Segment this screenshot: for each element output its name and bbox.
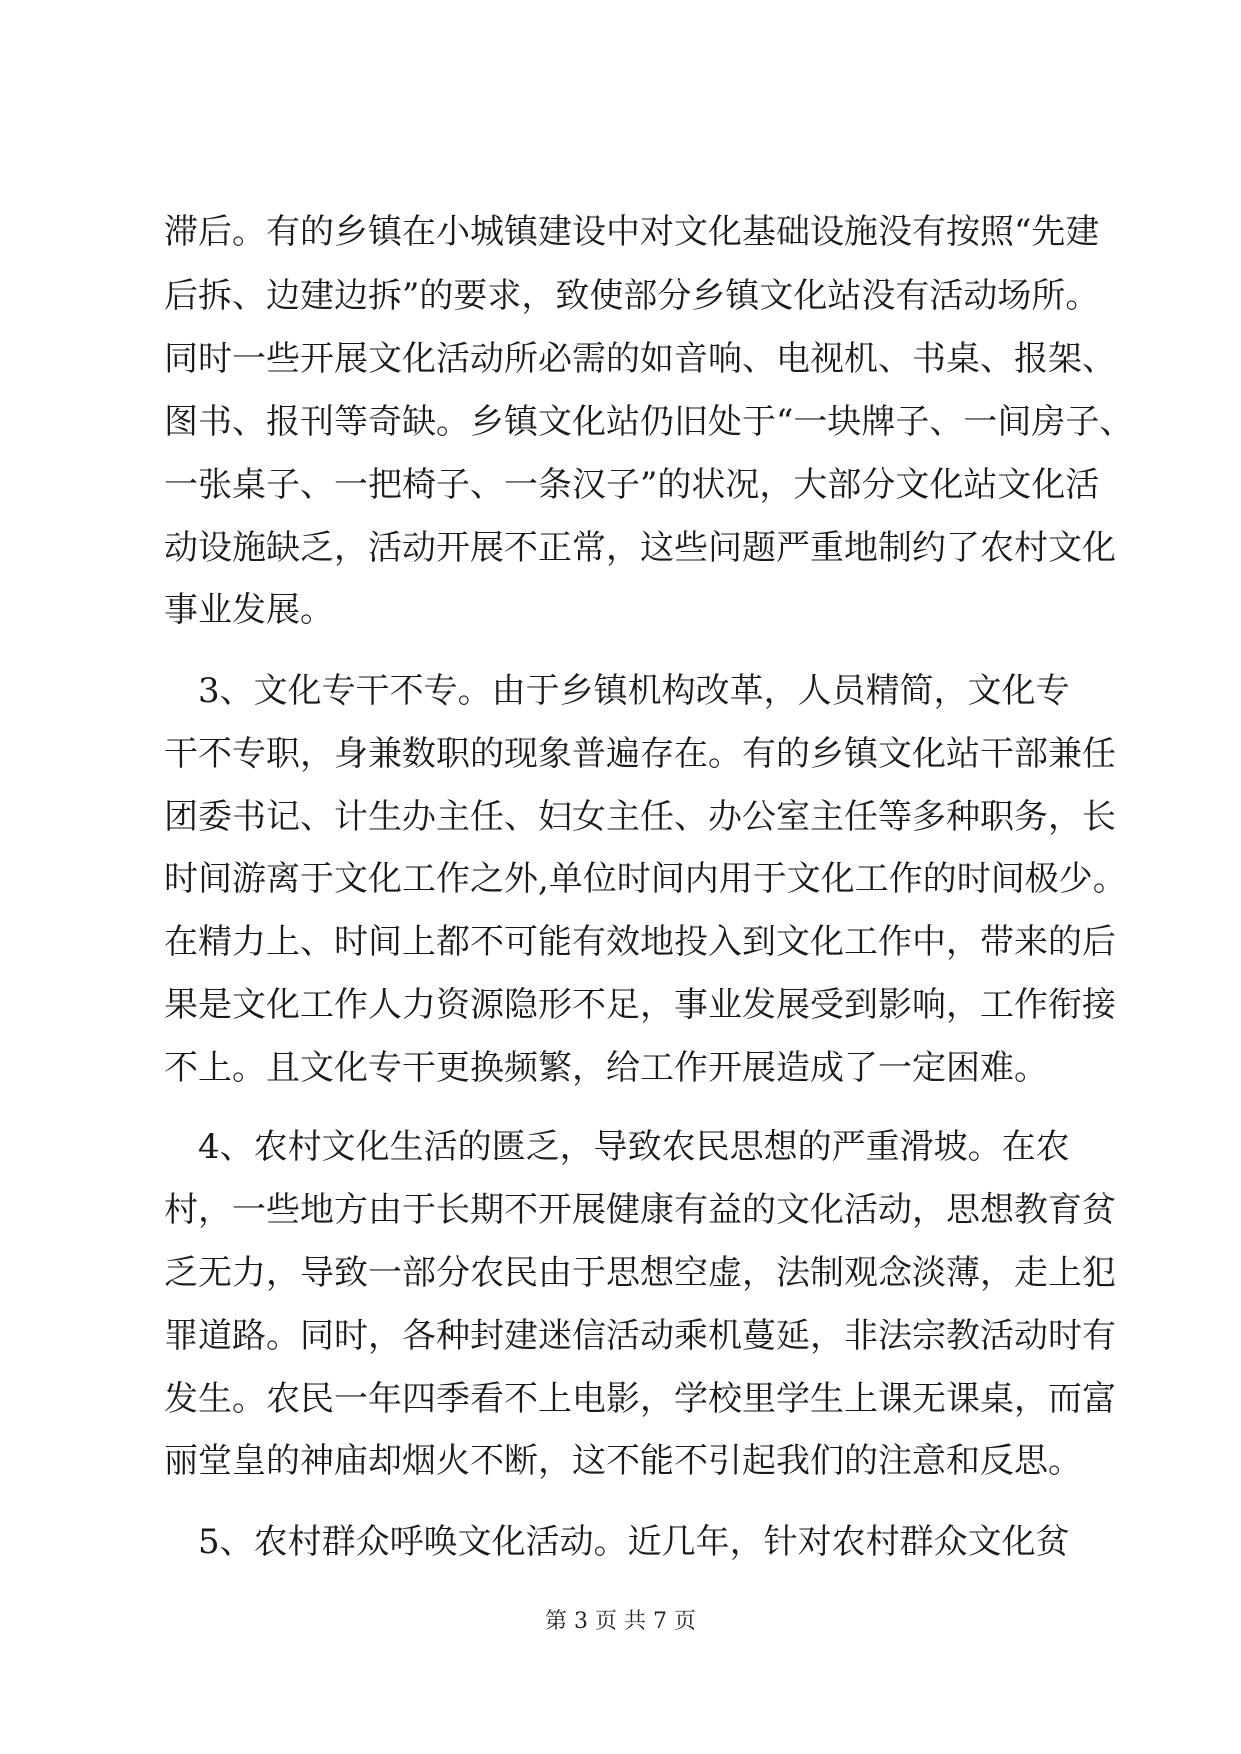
text-line: 后拆、边建边拆”的要求，致使部分乡镇文化站没有活动场所。	[164, 276, 1100, 316]
text-line: 图书、报刊等奇缺。乡镇文化站仍旧处于“一块牌子、一间房子、	[164, 402, 1134, 442]
text-line: 4、农村文化生活的匮乏，导致农民思想的严重滑坡。在农	[164, 1127, 1070, 1167]
text-line: 乏无力，导致一部分农民由于思想空虚，法制观念淡薄，走上犯	[164, 1253, 1116, 1293]
text-line: 果是文化工作人力资源隐形不足，事业发展受到影响，工作衔接	[164, 985, 1116, 1025]
text-line: 同时一些开展文化活动所必需的如音响、电视机、书桌、报架、	[164, 339, 1116, 379]
text-line: 村，一些地方由于长期不开展健康有益的文化活动，思想教育贫	[164, 1190, 1116, 1230]
page-number-footer: 第 3 页 共 7 页	[545, 1609, 696, 1634]
text-line: 时间游离于文化工作之外,单位时间内用于文化工作的时间极少。	[164, 859, 1127, 899]
text-line: 在精力上、时间上都不可能有效地投入到文化工作中，带来的后	[164, 922, 1116, 962]
text-line: 不上。且文化专干更换频繁，给工作开展造成了一定困难。	[164, 1048, 1048, 1088]
text-line: 丽堂皇的神庙却烟火不断，这不能不引起我们的注意和反思。	[164, 1441, 1082, 1481]
text-line: 3、文化专干不专。由于乡镇机构改革，人员精简，文化专	[164, 671, 1070, 711]
text-line: 一张桌子、一把椅子、一条汉子”的状况，大部分文化站文化活	[164, 465, 1100, 505]
text-line: 动设施缺乏，活动开展不正常，这些问题严重地制约了农村文化	[164, 528, 1116, 568]
text-line: 团委书记、计生办主任、妇女主任、办公室主任等多种职务，长	[164, 797, 1116, 837]
text-line: 干不专职，身兼数职的现象普遍存在。有的乡镇文化站干部兼任	[164, 734, 1116, 774]
text-line: 罪道路。同时，各种封建迷信活动乘机蔓延，非法宗教活动时有	[164, 1316, 1116, 1356]
text-line: 滞后。有的乡镇在小城镇建设中对文化基础设施没有按照“先建	[164, 212, 1100, 252]
text-line: 事业发展。	[164, 590, 334, 630]
text-line: 5、农村群众呼唤文化活动。近几年，针对农村群众文化贫	[164, 1522, 1070, 1562]
text-line: 发生。农民一年四季看不上电影，学校里学生上课无课桌，而富	[164, 1379, 1116, 1419]
